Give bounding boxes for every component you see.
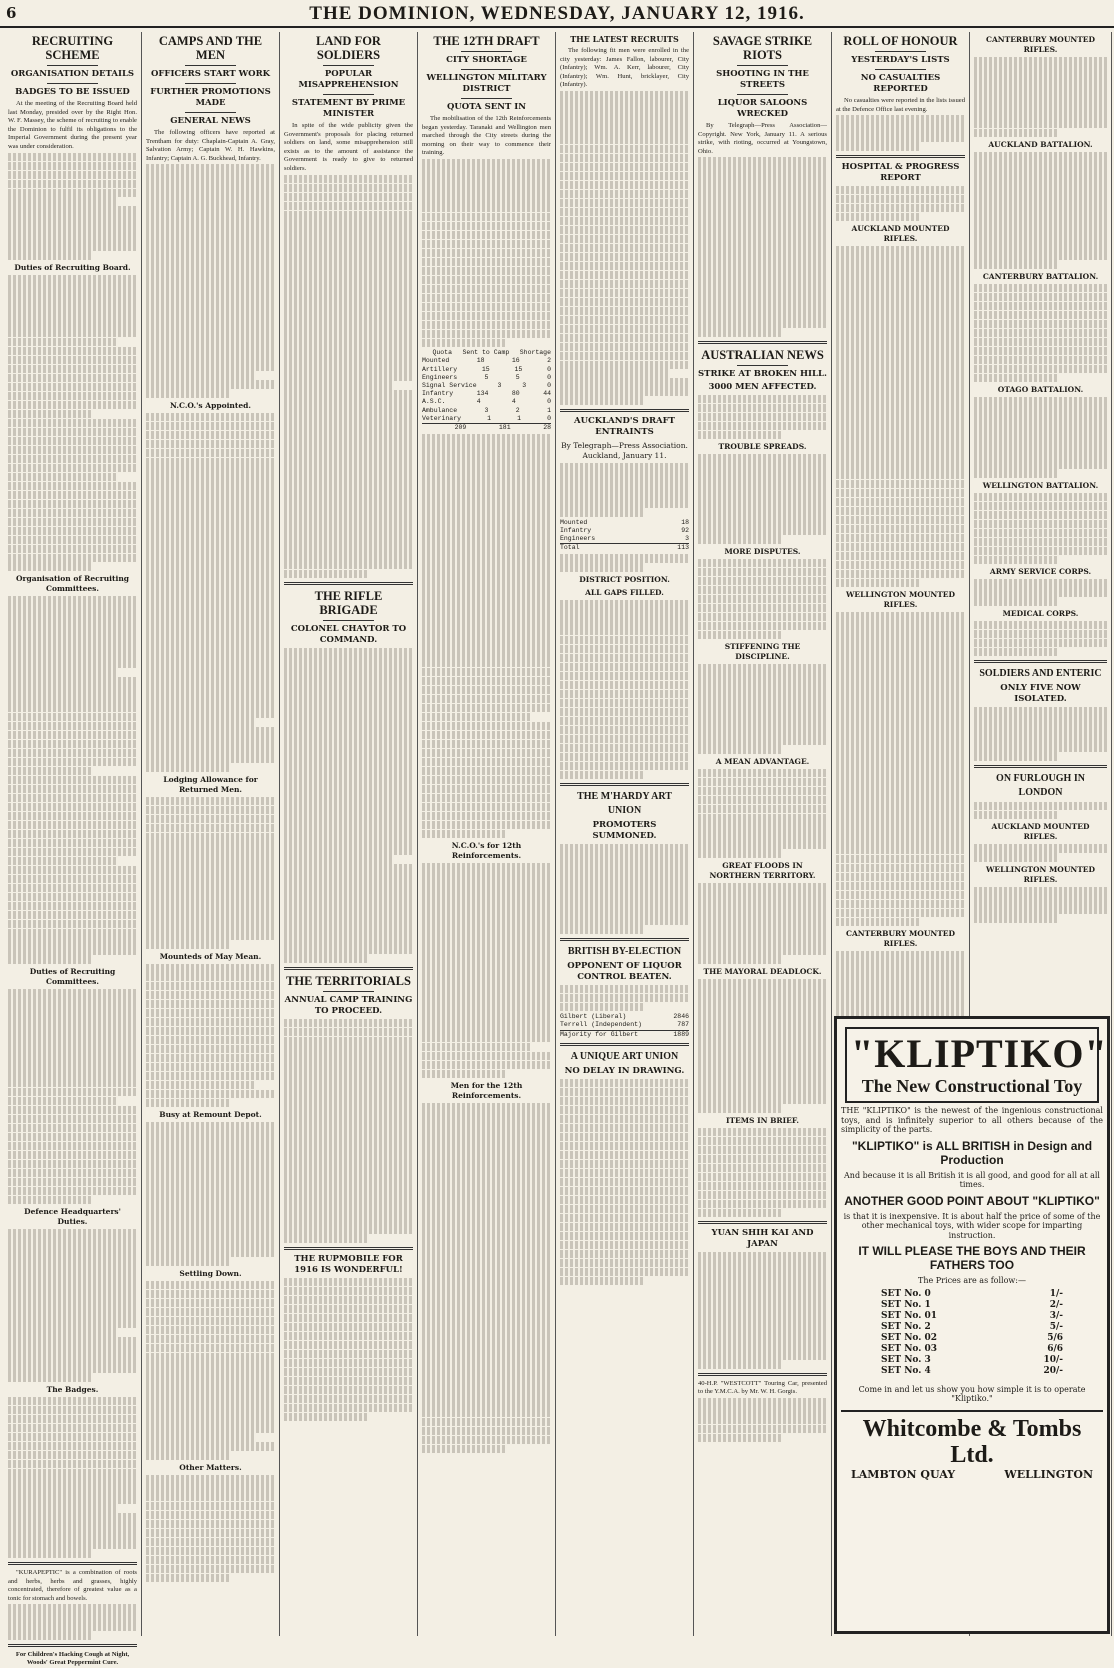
subhead: OFFICERS START WORK (150, 69, 271, 79)
section-heading: CANTERBURY MOUNTED RIFLES. (985, 35, 1096, 54)
kliptiko-text: And because it is all British it is all good, and good for all at all times. (844, 1170, 1100, 1189)
subhead: POPULAR MISAPPREHENSION (298, 69, 399, 90)
lead-paragraph: The mobilisation of the 12th Reinforcements began yesterday. Taranaki and Wellington men marched through the City streets during the morning on their way to commence their training. (422, 115, 551, 157)
kliptiko-price-list (841, 1289, 1103, 1377)
headline: THE 12TH DRAFT (433, 34, 540, 48)
headline: BRITISH BY-ELECTION (567, 945, 682, 957)
table-row: Majority for Gilbert 1889 (560, 1030, 689, 1038)
section-heading: A MEAN ADVANTAGE. (715, 756, 810, 766)
headline: AUSTRALIAN NEWS (701, 347, 824, 362)
kliptiko-heading: IT WILL PLEASE THE BOYS AND THEIR FATHERS TOO (858, 1244, 1086, 1272)
section-heading: Duties of Recruiting Committees. (29, 967, 116, 987)
table-row: Mounted 18 (560, 518, 689, 526)
table-row: Veterinary 1 1 0 (422, 414, 551, 422)
kliptiko-heading: ANOTHER GOOD POINT ABOUT "KLIPTIKO" (844, 1193, 1100, 1208)
section-heading: TROUBLE SPREADS. (718, 442, 807, 452)
table-row: Ambulance 3 2 1 (422, 406, 551, 414)
price-row: SET No. 03 6/6 (881, 1343, 1063, 1354)
headline: THE TERRITORIALS (286, 973, 411, 988)
headline: THE RIFLE BRIGADE (314, 589, 383, 618)
headline: CAMPS AND THE MEN (158, 34, 263, 62)
subhead: GENERAL NEWS (170, 116, 251, 126)
subhead: ORGANISATION DETAILS (10, 69, 135, 79)
section-heading: THE MAYORAL DEADLOCK. (703, 966, 822, 976)
section-heading: ARMY SERVICE CORPS. (989, 567, 1092, 577)
subhead: NO DELAY IN DRAWING. (564, 1065, 685, 1076)
section-heading: DISTRICT POSITION. (579, 574, 670, 584)
poll-table (560, 1013, 689, 1039)
dateline: By Telegraph—Press Association. Auckland, January 11. (561, 441, 688, 461)
headline: YUAN SHIH KAI AND JAPAN (711, 1228, 814, 1250)
subhead: PROMOTERS SUMMONED. (592, 820, 657, 842)
headline: HOSPITAL & PROGRESS REPORT (841, 161, 960, 183)
lead-paragraph: The following fit men were enrolled in the city yesterday: James Fallon, labourer, City (Infantry); Wm. A. Kerr, labourer, City (Infantry); Wm. Hunt, bricklayer, City (Infantry). (560, 47, 689, 89)
table-row: Artillery 15 15 0 (422, 365, 551, 373)
headline: SOLDIERS AND ENTERIC (979, 668, 1102, 680)
firm-name: Whitcombe & Tombs Ltd. (862, 1415, 1082, 1468)
section-heading: Defence Headquarters' Duties. (24, 1207, 121, 1227)
subhead: STATEMENT BY PRIME MINISTER (291, 98, 406, 119)
newspaper-title: THE DOMINION, WEDNESDAY, JANUARY 12, 1916. (309, 3, 805, 24)
kliptiko-title: "KLIPTIKO" (851, 1031, 1108, 1076)
lead-paragraph: No casualties were reported in the lists issued at the Defence Office last evening. (836, 97, 965, 113)
table-row: Signal Service 3 3 0 (422, 382, 551, 390)
firm-address: LAMBTON QUAY WELLINGTON (851, 1467, 1093, 1481)
table-row: Engineers 5 5 0 (422, 373, 551, 381)
section-heading: OTAGO BATTALION. (997, 385, 1084, 395)
price-row: SET No. 1 2/- (881, 1299, 1063, 1310)
kliptiko-text: is that it is inexpensive. It is about half the price of some of the other mechanical toys, with wider scope for imparting instruction. (843, 1211, 1101, 1240)
lead-paragraph: At the meeting of the Recruiting Board held last Monday, presided over by the Right Hon. W. F. Massey, the scheme of recruiting to enable the Dominion to fulfil its obligations to the Imperial Government during the present year was under consideration. (8, 100, 137, 150)
subhead: COLONEL CHAYTOR TO COMMAND. (290, 624, 407, 646)
section-heading: CANTERBURY MOUNTED RIFLES. (845, 929, 956, 949)
table-row: Infantry 92 (560, 526, 689, 534)
price-row: SET No. 2 5/- (881, 1321, 1063, 1332)
headline: THE LATEST RECRUITS (570, 34, 679, 44)
auckland-table (560, 519, 689, 553)
headline: THE M'HARDY ART UNION (577, 791, 672, 817)
table-row: Infantry 134 80 44 (422, 390, 551, 398)
lead-paragraph: By Telegraph—Press Association—Copyright. New York, January 11. A serious strike, with rioting, occurred at Youngstown, Ohio. (698, 122, 827, 155)
price-row: SET No. 02 5/6 (881, 1332, 1063, 1343)
price-row: SET No. 01 3/- (881, 1310, 1063, 1321)
table-total: 209 181 28 (422, 423, 551, 432)
column-latest-recruits (556, 32, 694, 1636)
kliptiko-prices-label: The Prices are as follow:— (918, 1276, 1026, 1285)
kliptiko-intro: THE "KLIPTIKO" is the newest of the ingenious constructional toys, and is infinitely superior to all others because of the simplicity of the parts. (841, 1106, 1103, 1134)
subhead: YESTERDAY'S LISTS (851, 55, 950, 65)
headline: ROLL OF HONOUR (843, 34, 958, 48)
section-heading: ITEMS IN BRIEF. (725, 1115, 800, 1125)
advert-westcott-car: 40-H.P. "WESTCOTT" Touring Car, presented to the Y.M.C.A. by Mr. W. H. Gorgis. (698, 1379, 827, 1396)
subhead: BADGES TO BE ISSUED (15, 87, 130, 97)
kliptiko-subtitle: The New Constructional Toy (861, 1076, 1083, 1096)
column-recruiting (4, 32, 142, 1667)
section-heading: WELLINGTON MOUNTED RIFLES. (985, 865, 1096, 885)
section-heading: CANTERBURY BATTALION. (982, 271, 1099, 281)
page-number: 6 (6, 4, 17, 22)
headline: LAND FOR SOLDIERS (316, 34, 381, 62)
subhead: STRIKE AT BROKEN HILL. (698, 368, 827, 379)
masthead (0, 0, 1114, 28)
subhead: SHOOTING IN THE STREETS (716, 69, 809, 90)
section-heading: MEDICAL CORPS. (1002, 608, 1079, 618)
section-heading: MORE DISPUTES. (724, 546, 801, 556)
section-heading: WELLINGTON BATTALION. (982, 480, 1099, 490)
column-12th-draft (418, 32, 556, 1636)
section-heading: Lodging Allowance for Returned Men. (163, 774, 258, 794)
price-row: SET No. 3 10/- (881, 1354, 1063, 1365)
subhead: ONLY FIVE NOW ISOLATED. (1000, 683, 1081, 705)
table-row: Terrell (Independent) 787 (560, 1021, 689, 1029)
lead-paragraph: The following officers have reported at Trentham for duty: Chaplain-Captain A. Gray, Salvation Army; Captain W. H. Hawkins, Infantry; Captain A. G. Buckhead, Infantry. (146, 129, 275, 162)
subhead: FURTHER PROMOTIONS MADE (150, 87, 271, 108)
section-heading: WELLINGTON MOUNTED RIFLES. (845, 590, 956, 610)
headline: A UNIQUE ART UNION (570, 1050, 679, 1062)
section-heading: AUCKLAND BATTALION. (988, 140, 1093, 150)
section-heading: N.C.O.'s for 12th Reinforcements. (451, 841, 522, 861)
kliptiko-heading: "KLIPTIKO" is ALL BRITISH in Design and Production (851, 1138, 1093, 1167)
kliptiko-closing: Come in and let us show you how simple it is to operate "Kliptiko." (858, 1384, 1086, 1403)
section-heading: Settling Down. (179, 1268, 242, 1278)
subhead: CITY SHORTAGE (446, 55, 527, 65)
section-heading: GREAT FLOODS IN NORTHERN TERRITORY. (709, 861, 816, 881)
section-heading: Busy at Remount Depot. (159, 1110, 262, 1120)
subhead: OPPONENT OF LIQUOR CONTROL BEATEN. (567, 960, 682, 982)
headline: ON FURLOUGH IN LONDON (996, 772, 1085, 798)
kliptiko-footer (841, 1410, 1103, 1481)
advert-kliptiko (834, 1016, 1110, 1634)
section-heading: Organisation of Recruiting Committees. (15, 574, 130, 594)
headline: AUCKLAND'S DRAFT ENTRAINTS (574, 416, 675, 438)
subhead: ANNUAL CAMP TRAINING TO PROCEED. (284, 994, 413, 1016)
subhead: WELLINGTON MILITARY DISTRICT (426, 73, 547, 94)
kliptiko-banner (845, 1027, 1108, 1103)
section-heading: Other Matters. (179, 1462, 242, 1472)
subhead: NO CASUALTIES REPORTED (860, 73, 941, 94)
advert-rupmobile: THE RUPMOBILE FOR 1916 IS WONDERFUL! (294, 1253, 403, 1275)
table-row: Mounted 18 16 2 (422, 357, 551, 365)
table-row: Engineers 3 (560, 534, 689, 542)
price-row: SET No. 4 20/- (881, 1365, 1063, 1376)
table-row: A.S.C. 4 4 0 (422, 398, 551, 406)
lead-paragraph: In spite of the wide publicity given the Government's proposals for placing returned soldiers on land, some misapprehension still exists as to the amount of assistance the Government is ready to give to returned soldiers. (284, 122, 413, 172)
section-heading: Men for the 12th Reinforcements. (450, 1081, 523, 1101)
subhead: LIQUOR SALOONS WRECKED (717, 98, 808, 119)
headline: RECRUITING SCHEME (31, 34, 114, 62)
subhead: QUOTA SENT IN (446, 102, 527, 112)
section-heading: AUCKLAND MOUNTED RIFLES. (851, 224, 950, 244)
table-row: Total 113 (560, 544, 689, 552)
table-header: Quota Sent to Camp Shortage (432, 349, 551, 357)
section-heading: ALL GAPS FILLED. (585, 587, 664, 597)
column-land (280, 32, 418, 1636)
subhead: 3000 MEN AFFECTED. (708, 381, 817, 392)
section-heading: The Badges. (46, 1384, 99, 1394)
section-heading: STIFFENING THE DISCIPLINE. (724, 642, 801, 662)
section-heading: AUCKLAND MOUNTED RIFLES. (991, 822, 1090, 842)
headline: SAVAGE STRIKE RIOTS (712, 34, 813, 62)
advert-kurapeptic: "KURAPEPTIC" is a combination of roots and herbs, herbs and grasses, highly concentrated, therefore of greatest value as a tonic for stomach and bowels. (8, 1568, 137, 1602)
section-heading: Duties of Recruiting Board. (14, 262, 131, 272)
section-heading: N.C.O.'s Appointed. (170, 400, 251, 410)
advert-peppermint-cure: For Children's Hacking Cough at Night, Woods' Great Peppermint Cure. (15, 1650, 130, 1667)
table-row: Gilbert (Liberal) 2846 (560, 1013, 689, 1021)
columns (4, 32, 1112, 1667)
column-strike-riots (694, 32, 832, 1636)
quota-table (422, 349, 551, 432)
column-camps (142, 32, 280, 1636)
section-heading: Mounteds of May Mean. (159, 951, 262, 961)
price-row: SET No. 0 1/- (881, 1288, 1063, 1299)
